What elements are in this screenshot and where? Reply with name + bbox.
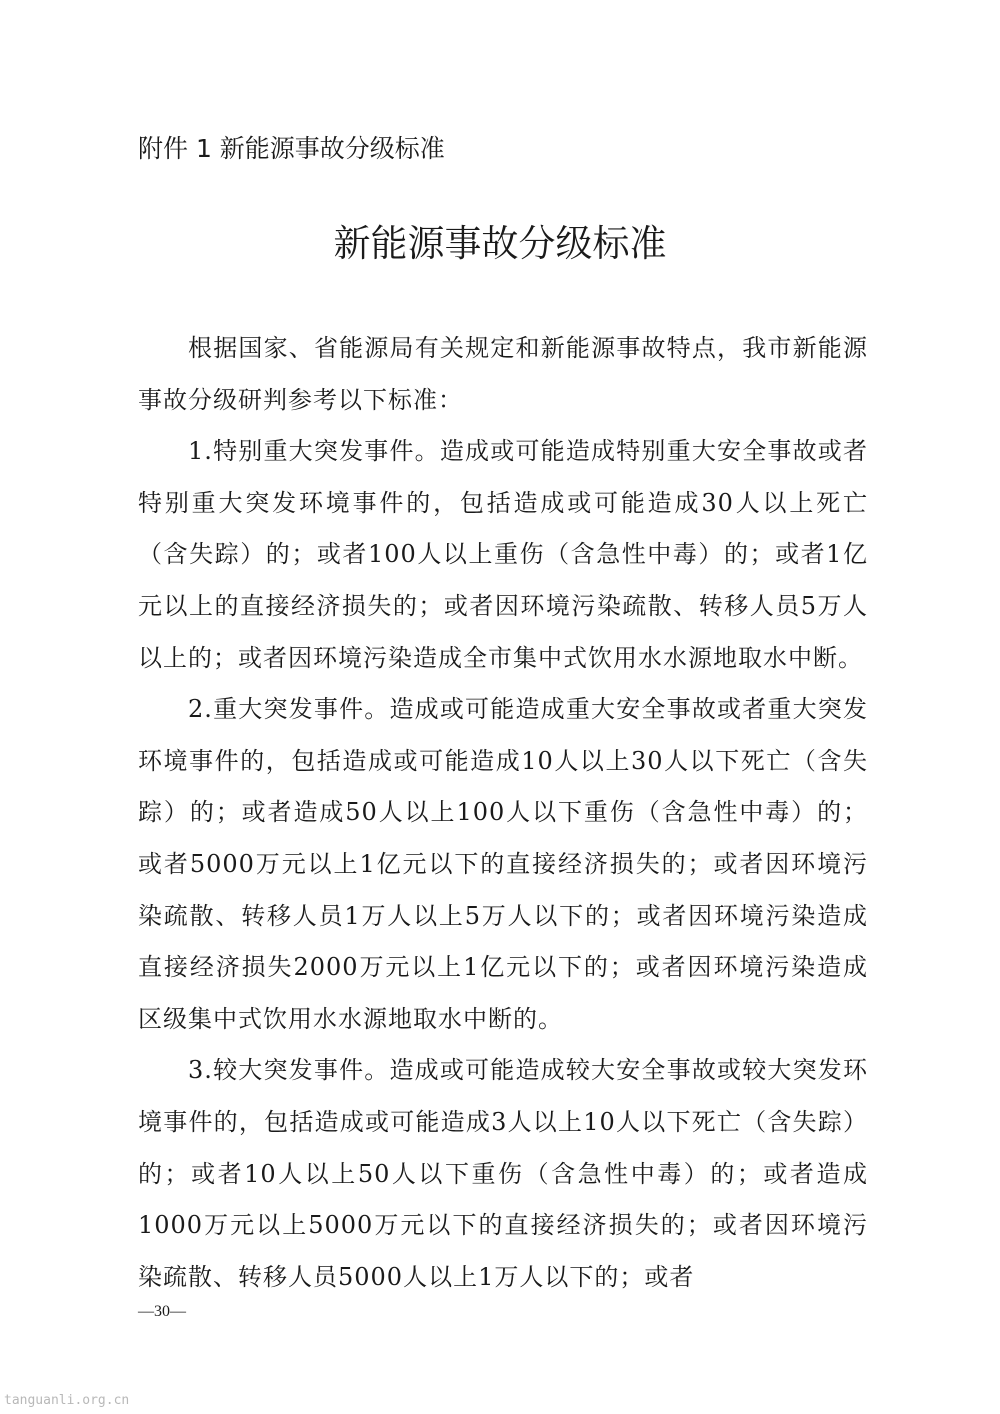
paragraph-level-1: 1.特别重大突发事件。造成或可能造成特别重大安全事故或者特别重大突发环境事件的，包括造成或可能造成30人以上死亡（含失踪）的；或者100人以上重伤（含急性中毒）的；或者1亿元以上的直接经济损失的；或者因环境污染疏散、转移人员5万人以上的；或者因环境污染造成全市集中式饮用水水源地取水中断。: [138, 437, 868, 672]
site-watermark: tanguanli.org.cn: [4, 1393, 130, 1408]
paragraph-level-2: 2.重大突发事件。造成或可能造成重大安全事故或者重大突发环境事件的，包括造成或可能造成10人以上30人以下死亡（含失踪）的；或者造成50人以上100人以下重伤（含急性中毒）的；或者5000万元以上1亿元以下的直接经济损失的；或者因环境污染疏散、转移人员1万人以上5万人以下的；或者因环境污染造成直接经济损失2000万元以上1亿元以下的；或者因环境污染造成区级集中式饮用水水源地取水中断的。: [138, 695, 868, 1033]
paragraph-level-3: 3.较大突发事件。造成或可能造成较大安全事故或较大突发环境事件的，包括造成或可能造成3人以上10人以下死亡（含失踪）的；或者10人以上50人以下重伤（含急性中毒）的；或者造成1000万元以上5000万元以下的直接经济损失的；或者因环境污染疏散、转移人员5000人以上1万人以下的；或者: [138, 1056, 868, 1291]
annex-label: 附件 1 新能源事故分级标准: [138, 134, 445, 163]
page-number: —30—: [138, 1303, 186, 1320]
document-body: [138, 323, 868, 1303]
intro-paragraph: 根据国家、省能源局有关规定和新能源事故特点，我市新能源事故分级研判参考以下标准：: [138, 334, 868, 414]
document-title: 新能源事故分级标准: [333, 222, 667, 265]
